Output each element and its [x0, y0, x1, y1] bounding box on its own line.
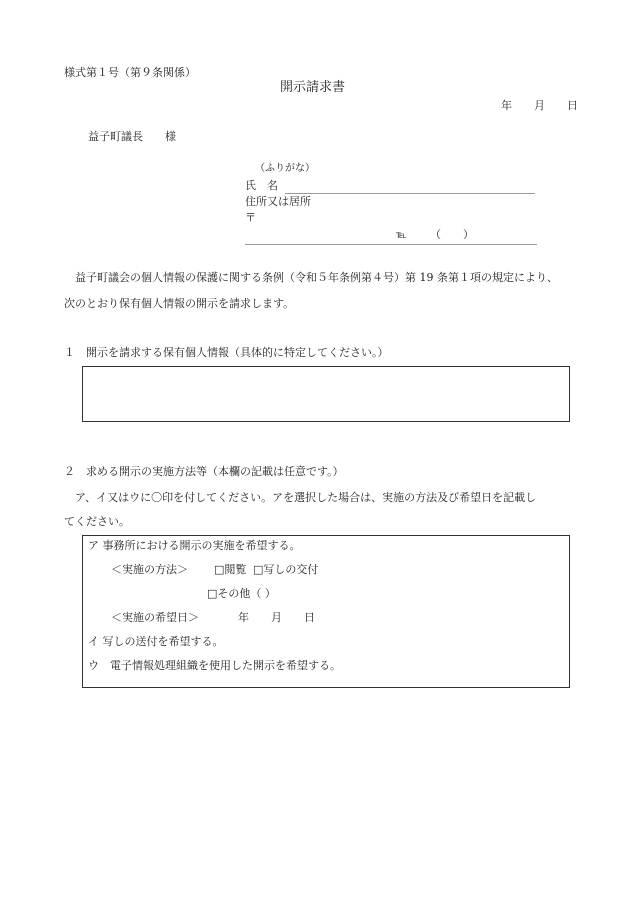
- section2-instruction-line-1: ア、イ又はウに〇印を付してください。アを選択した場合は、実施の方法及び希望日を記載し: [75, 491, 537, 504]
- intro-line-1: 益子町議会の個人情報の保護に関する条例（令和５年条例第４号）第 19 条第１項の規定により、: [75, 271, 558, 284]
- method-other-checkbox[interactable]: □その他（ ）: [207, 587, 276, 600]
- section2-heading: ２ 求める開示の実施方法等（本欄の記載は任意です。）: [64, 465, 344, 478]
- request-date-line: 年 月 日: [501, 99, 578, 112]
- disclosure-method-box: [82, 535, 570, 688]
- furigana-label: （ふりがな）: [255, 163, 315, 174]
- name-field-line: [285, 193, 535, 194]
- option-a-office-disclosure[interactable]: ア 事務所における開示の実施を希望する。: [88, 539, 301, 552]
- method-view-checkbox[interactable]: □閲覧: [214, 563, 247, 576]
- tel-label: ℡: [396, 230, 407, 241]
- preferred-date-label: ＜実施の希望日＞: [111, 611, 199, 624]
- name-label: 氏 名: [245, 179, 278, 192]
- method-label: ＜実施の方法＞: [111, 563, 188, 576]
- requested-information-box[interactable]: [82, 366, 570, 422]
- intro-line-2: 次のとおり保有個人情報の開示を請求します。: [64, 297, 295, 310]
- tel-parentheses: （ ）: [430, 228, 474, 241]
- address-label: 住所又は居所: [245, 195, 311, 208]
- preferred-date-value: 年 月 日: [238, 611, 315, 624]
- address-field-line: [245, 244, 537, 245]
- option-u-electronic-disclosure[interactable]: ウ 電子情報処理組織を使用した開示を希望する。: [88, 659, 341, 672]
- form-number: 様式第１号（第９条関係）: [64, 66, 196, 79]
- section1-heading: １ 開示を請求する保有個人情報（具体的に特定してください。）: [64, 346, 389, 359]
- addressee: 益子町議長 様: [88, 130, 176, 143]
- method-copy-checkbox[interactable]: □写しの交付: [253, 563, 319, 576]
- document-title: 開示請求書: [280, 80, 346, 95]
- postal-mark: 〒: [245, 211, 256, 224]
- option-i-mail-copy[interactable]: イ 写しの送付を希望する。: [88, 635, 224, 648]
- section2-instruction-line-2: てください。: [64, 515, 130, 528]
